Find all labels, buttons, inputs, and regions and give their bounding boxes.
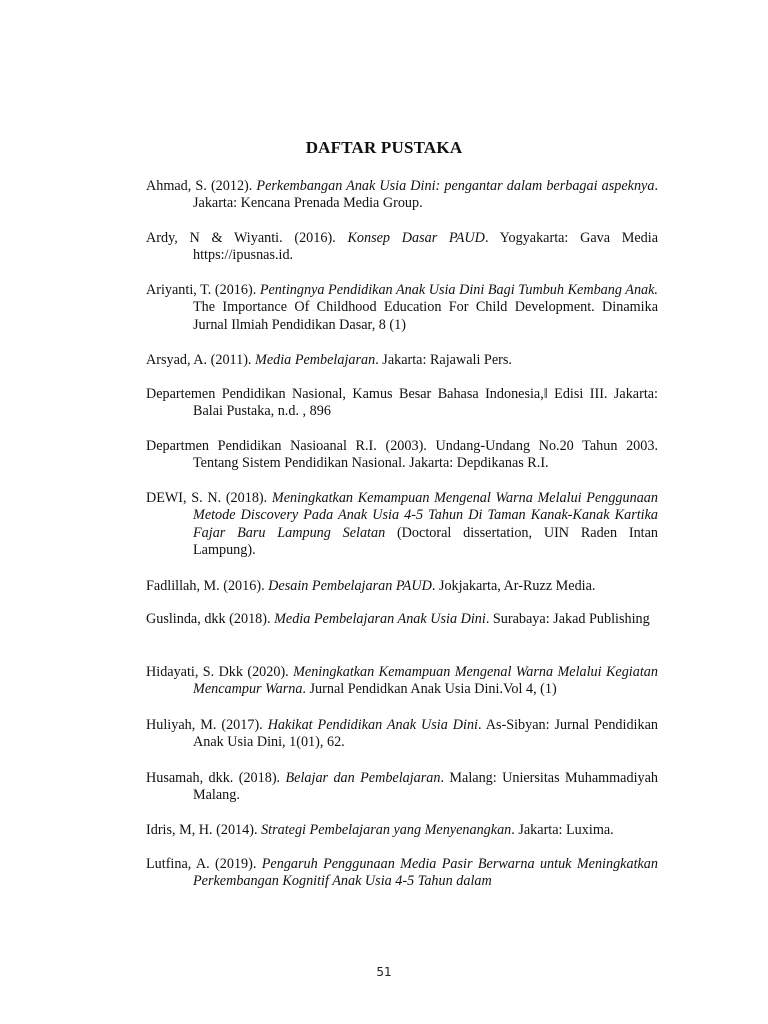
reference-title: Strategi Pembelajaran yang Menyenangkan	[261, 822, 512, 838]
reference-entry	[146, 611, 658, 628]
reference-entry	[146, 282, 658, 334]
reference-entry	[146, 178, 658, 213]
reference-entry	[146, 438, 658, 473]
reference-publisher: . Yogyakarta: Gava Media https://ipusnas.id.	[193, 230, 658, 264]
reference-title: Hakikat Pendidikan Anak Usia Dini	[267, 717, 478, 733]
reference-entry	[146, 717, 658, 752]
reference-title: Media Pembelajaran	[255, 352, 376, 368]
reference-entry	[146, 230, 658, 265]
reference-entry	[146, 352, 658, 369]
reference-authors: Hidayati, S. Dkk (2020).	[146, 664, 294, 680]
reference-entry	[146, 822, 658, 839]
reference-title: Meningkatkan Kemampuan Mengenal Warna Melalui Kegiatan Mencampur Warna	[193, 664, 658, 698]
reference-title: Meningkatkan Kemampuan Mengenal Warna Melalui Penggunaan Metode Discovery Pada Anak Usia 4-5 Tahun Di Taman Kanak-Kanak Kartika Fajar Baru Lampung Selatan	[193, 490, 658, 541]
reference-title: Pengaruh Penggunaan Media Pasir Berwarna untuk Meningkatkan Perkembangan Kognitif Anak Usia 4-5 Tahun dalam	[193, 856, 658, 890]
reference-publisher: (Doctoral dissertation, UIN Raden Intan Lampung).	[193, 524, 658, 559]
reference-publisher: . Jokjakarta, Ar-Ruzz Media.	[431, 578, 596, 594]
reference-authors: DEWI, S. N. (2018).	[146, 490, 272, 506]
reference-authors: Arsyad, A. (2011).	[146, 352, 256, 368]
reference-publisher: . Jakarta: Kencana Prenada Media Group.	[193, 178, 658, 212]
reference-text: Departemen Pendidikan Nasional, Kamus Besar Bahasa Indonesia,‖ Edisi III. Jakarta: Balai Pustaka, n.d. , 896	[146, 386, 658, 420]
reference-authors: Ariyanti, T. (2016).	[146, 282, 260, 298]
reference-publisher: . As-Sibyan: Jurnal Pendidikan Anak Usia Dini, 1(01), 62.	[193, 717, 658, 751]
reference-authors: Guslinda, dkk (2018).	[146, 611, 275, 627]
reference-title: Desain Pembelajaran PAUD	[268, 578, 432, 594]
page-number: 51	[376, 965, 392, 979]
reference-publisher: . Jurnal Pendidkan Anak Usia Dini.Vol 4, (1)	[302, 681, 557, 698]
reference-publisher: The Importance Of Childhood Education For Child Development. Dinamika Jurnal Ilmiah Pendidikan Dasar, 8 (1)	[193, 299, 658, 333]
reference-title: Perkembangan Anak Usia Dini: pengantar dalam berbagai aspeknya	[256, 178, 655, 194]
reference-text: Departmen Pendidikan Nasioanal R.I. (2003). Undang-Undang No.20 Tahun 2003. Tentang Sistem Pendidikan Nasional. Jakarta: Depdikanas R.I.	[146, 438, 658, 472]
reference-entry	[146, 664, 658, 699]
reference-publisher: . Surabaya: Jakad Publishing	[485, 611, 650, 627]
reference-title: Pentingnya Pendidikan Anak Usia Dini Bagi Tumbuh Kembang Anak.	[259, 282, 658, 298]
reference-authors: Lutfina, A. (2019).	[146, 856, 262, 872]
reference-title: Belajar dan Pembelajaran	[285, 770, 441, 786]
reference-entry	[146, 770, 658, 805]
reference-authors: Huliyah, M. (2017).	[146, 717, 268, 733]
reference-authors: Husamah, dkk. (2018).	[146, 770, 286, 786]
reference-entry	[146, 490, 658, 560]
reference-title: Media Pembelajaran Anak Usia Dini	[274, 611, 486, 627]
reference-publisher: . Jakarta: Luxima.	[511, 822, 614, 838]
reference-publisher: . Jakarta: Rajawali Pers.	[375, 352, 512, 368]
reference-authors: Ardy, N & Wiyanti. (2016).	[146, 230, 348, 246]
reference-authors: Ahmad, S. (2012).	[146, 178, 257, 194]
reference-entry	[146, 386, 658, 421]
reference-authors: Idris, M, H. (2014).	[146, 822, 262, 838]
reference-authors: Fadlillah, M. (2016).	[146, 578, 269, 594]
reference-entry	[146, 856, 658, 891]
reference-entry	[146, 578, 658, 595]
reference-title: Konsep Dasar PAUD	[347, 230, 485, 246]
reference-publisher: . Malang: Uniersitas Muhammadiyah Malang.	[193, 770, 659, 804]
page-title: DAFTAR PUSTAKA	[305, 138, 463, 157]
